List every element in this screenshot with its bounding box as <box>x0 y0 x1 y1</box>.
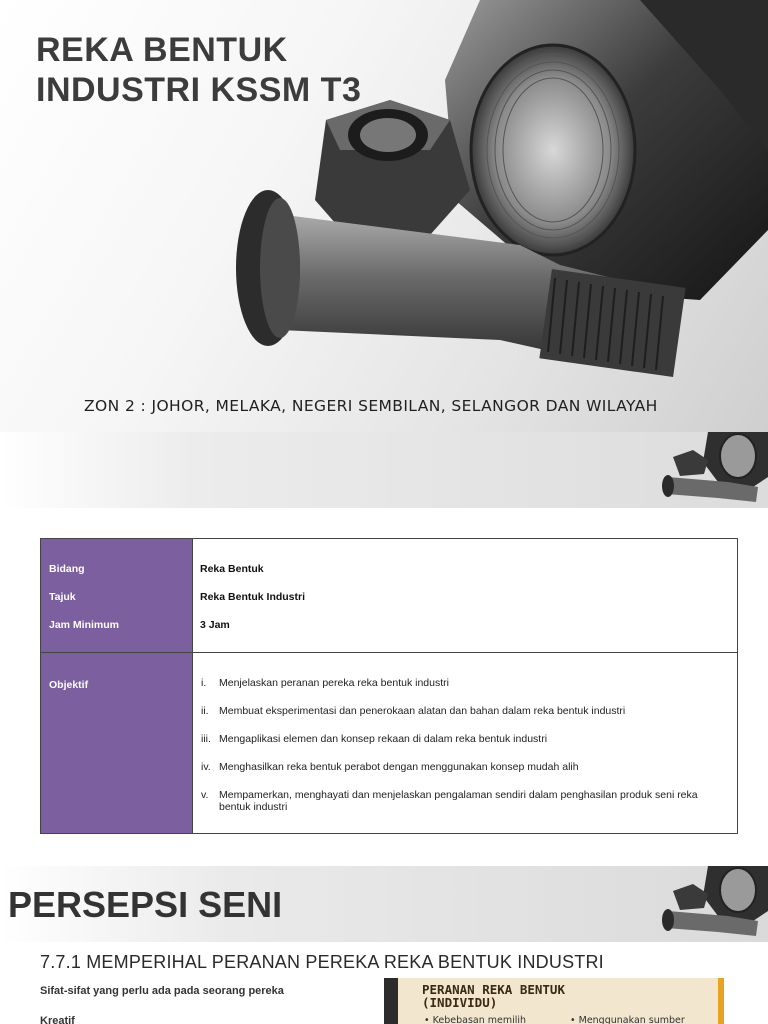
objektif-value-cell <box>193 653 738 834</box>
value-tajuk: Reka Bentuk Industri <box>200 591 306 603</box>
header-band <box>0 432 768 508</box>
list-item: iii. Mengaplikasi elemen dan konsep rekaan di dalam reka bentuk industri <box>201 733 548 745</box>
section-title: PERSEPSI SENI <box>8 884 283 925</box>
label-cell <box>41 539 193 653</box>
label-objektif: Objektif <box>49 679 89 691</box>
label-tajuk: Tajuk <box>49 591 76 603</box>
list-item: i. Menjelaskan peranan pereka reka bentuk industri <box>201 677 449 689</box>
card-point-1: • Kebebasan memilih <box>424 1015 527 1024</box>
list-item: v. Mempamerkan, menghayati dan menjelaskan pengalaman sendiri dalam penghasilan produk seni reka bentuk industri <box>201 789 698 813</box>
label-bidang: Bidang <box>49 563 85 575</box>
header-band <box>0 866 768 942</box>
peranan-card <box>384 978 724 1024</box>
value-jam: 3 Jam <box>200 619 230 631</box>
objective-list <box>193 653 737 813</box>
slide-title <box>36 30 396 110</box>
title-slide <box>0 0 768 432</box>
value-cell <box>193 539 738 653</box>
card-point-2: • Menggunakan sumber <box>570 1015 685 1024</box>
value-bidang: Reka Bentuk <box>200 563 264 575</box>
kreatif-text: Kreatif <box>40 1015 75 1024</box>
bolt-thumbnail <box>658 866 768 942</box>
zone-subtitle: ZON 2 : JOHOR, MELAKA, NEGERI SEMBILAN, SELANGOR DAN WILAYAH <box>84 397 658 415</box>
label-jam: Jam Minimum <box>49 619 120 631</box>
bolt-thumbnail <box>658 432 768 508</box>
subheading: 7.7.1 MEMPERIHAL PERANAN PEREKA REKA BENTUK INDUSTRI <box>40 952 604 972</box>
sifat-text: Sifat-sifat yang perlu ada pada seorang pereka <box>40 985 284 997</box>
list-item: ii. Membuat eksperimentasi dan penerokaan alatan dan bahan dalam reka bentuk industri <box>201 705 626 717</box>
card-title: PERANAN REKA BENTUK (INDIVIDU) <box>422 982 565 1010</box>
course-info-table <box>40 538 738 834</box>
persepsi-slide <box>0 864 768 1024</box>
table-slide <box>0 432 768 864</box>
list-item: iv. Menghasilkan reka bentuk perabot dengan menggunakan konsep mudah alih <box>201 761 579 773</box>
title-line-1: REKA BENTUK <box>36 31 288 69</box>
title-line-2: INDUSTRI KSSM T3 <box>36 71 362 109</box>
objektif-label-cell <box>41 653 193 834</box>
